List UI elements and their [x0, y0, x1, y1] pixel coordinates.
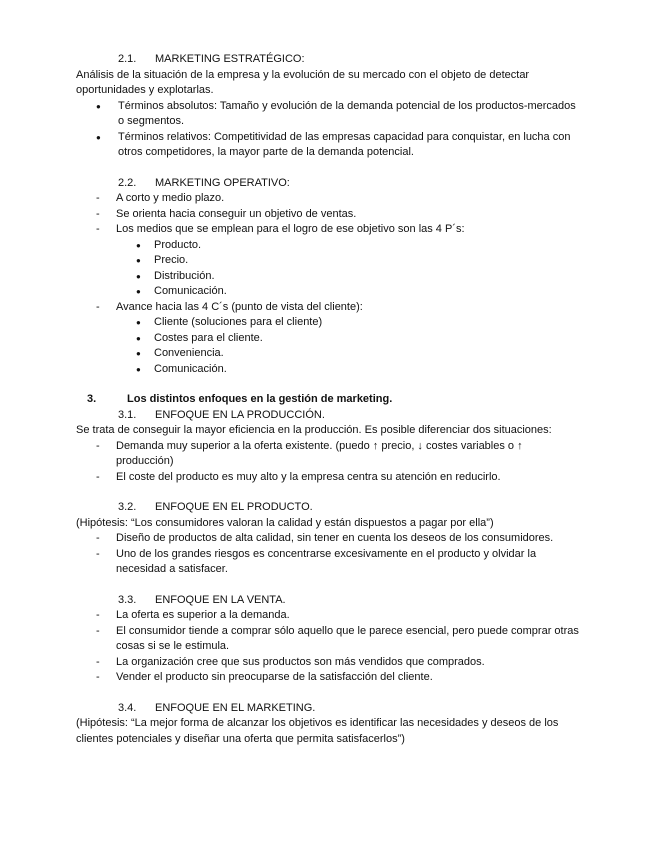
section-number: 2.1.	[118, 53, 137, 65]
paragraph: Se trata de conseguir la mayor eficiencia en la producción. Es posible diferenciar dos situaciones:	[76, 424, 552, 436]
list-item: ● Comunicación.	[116, 284, 581, 300]
list-item: - La organización cree que sus productos son más vendidos que comprados.	[76, 655, 581, 671]
list-item: - Uno de los grandes riesgos es concentrarse excesivamente en el producto y olvidar la necesidad a satisfacer.	[76, 547, 581, 578]
section-title: MARKETING OPERATIVO:	[155, 176, 290, 189]
list-item: - Vender el producto sin preocuparse de la satisfacción del cliente.	[76, 670, 581, 686]
list-item: ● Producto.	[116, 238, 581, 254]
section-number: 3.3.	[118, 593, 137, 606]
list-item: ● Precio.	[116, 253, 581, 269]
list-item: - El coste del producto es muy alto y la empresa centra su atención en reducirlo.	[76, 470, 581, 486]
paragraph: Análisis de la situación de la empresa y la evolución de su mercado con el objeto de detectar oportunidades y explotarlas.	[76, 68, 530, 96]
dash-list	[76, 608, 581, 686]
list-item: - Demanda muy superior a la oferta existente. (puedo ↑ precio, ↓ costes variables o ↑ producción)	[76, 439, 581, 470]
four-c-list	[116, 315, 581, 377]
paragraph: (Hipótesis: “La mejor forma de alcanzar los objetivos es identificar las necesidades y deseos de los clientes potenciales y diseñar una oferta que permita satisfacerlos”)	[76, 717, 559, 745]
section-title: ENFOQUE EN EL PRODUCTO.	[155, 501, 313, 513]
document-page	[76, 52, 581, 747]
list-item: - A corto y medio plazo.	[76, 191, 581, 207]
section-heading-3-1	[118, 408, 581, 424]
list-item: - La oferta es superior a la demanda.	[76, 608, 581, 624]
section-title: MARKETING ESTRATÉGICO:	[155, 53, 305, 65]
list-item: - El consumidor tiende a comprar sólo aquello que le parece esencial, pero puede comprar otras cosas si se le estimula.	[76, 624, 581, 655]
section-heading-3-3	[118, 593, 581, 609]
list-item: ● Distribución.	[116, 269, 581, 285]
dash-list	[76, 531, 581, 578]
list-item: - Diseño de productos de alta calidad, sin tener en cuenta los deseos de los consumidores.	[76, 531, 581, 547]
section-heading-2-1	[118, 52, 581, 68]
section-number: 2.2.	[118, 176, 137, 189]
list-item: ● Costes para el cliente.	[116, 331, 581, 347]
dash-list	[76, 439, 581, 486]
section-number: 3.4.	[118, 701, 137, 714]
section-title: ENFOQUE EN LA VENTA.	[155, 593, 286, 606]
section-title: ENFOQUE EN EL MARKETING.	[155, 701, 316, 714]
list-item	[76, 222, 581, 300]
section-number: 3.1.	[118, 408, 137, 421]
list-item-text: Los medios que se emplean para el logro de ese objetivo son las 4 P´s:	[116, 223, 465, 235]
list-item: ● Cliente (soluciones para el cliente)	[116, 315, 581, 331]
section-number: 3.2.	[118, 501, 137, 513]
list-item-text: Avance hacia las 4 C´s (punto de vista del cliente):	[116, 300, 363, 313]
section-title: ENFOQUE EN LA PRODUCCIÓN.	[155, 408, 325, 421]
list-item: ● Comunicación.	[116, 362, 581, 378]
four-p-list	[116, 238, 581, 300]
list-item: ● Términos relativos: Competitividad de las empresas capacidad para conquistar, en lucha con otros competidores, la mayor parte de la demanda potencial.	[76, 130, 581, 161]
list-item	[76, 300, 581, 378]
chapter-heading-3	[76, 392, 581, 408]
chapter-number: 3.	[87, 393, 97, 405]
chapter-title: Los distintos enfoques en la gestión de marketing.	[127, 393, 393, 405]
bullet-list	[76, 99, 581, 161]
section-heading-3-2	[118, 500, 581, 516]
list-item: ● Conveniencia.	[116, 346, 581, 362]
list-item: - Se orienta hacia conseguir un objetivo de ventas.	[76, 207, 581, 223]
list-item: ● Términos absolutos: Tamaño y evolución de la demanda potencial de los productos-mercados o segmentos.	[76, 99, 581, 130]
section-heading-2-2	[118, 176, 581, 192]
section-heading-3-4	[118, 701, 581, 717]
paragraph: (Hipótesis: “Los consumidores valoran la calidad y están dispuestos a pagar por ella”)	[76, 516, 494, 529]
dash-list	[76, 191, 581, 377]
